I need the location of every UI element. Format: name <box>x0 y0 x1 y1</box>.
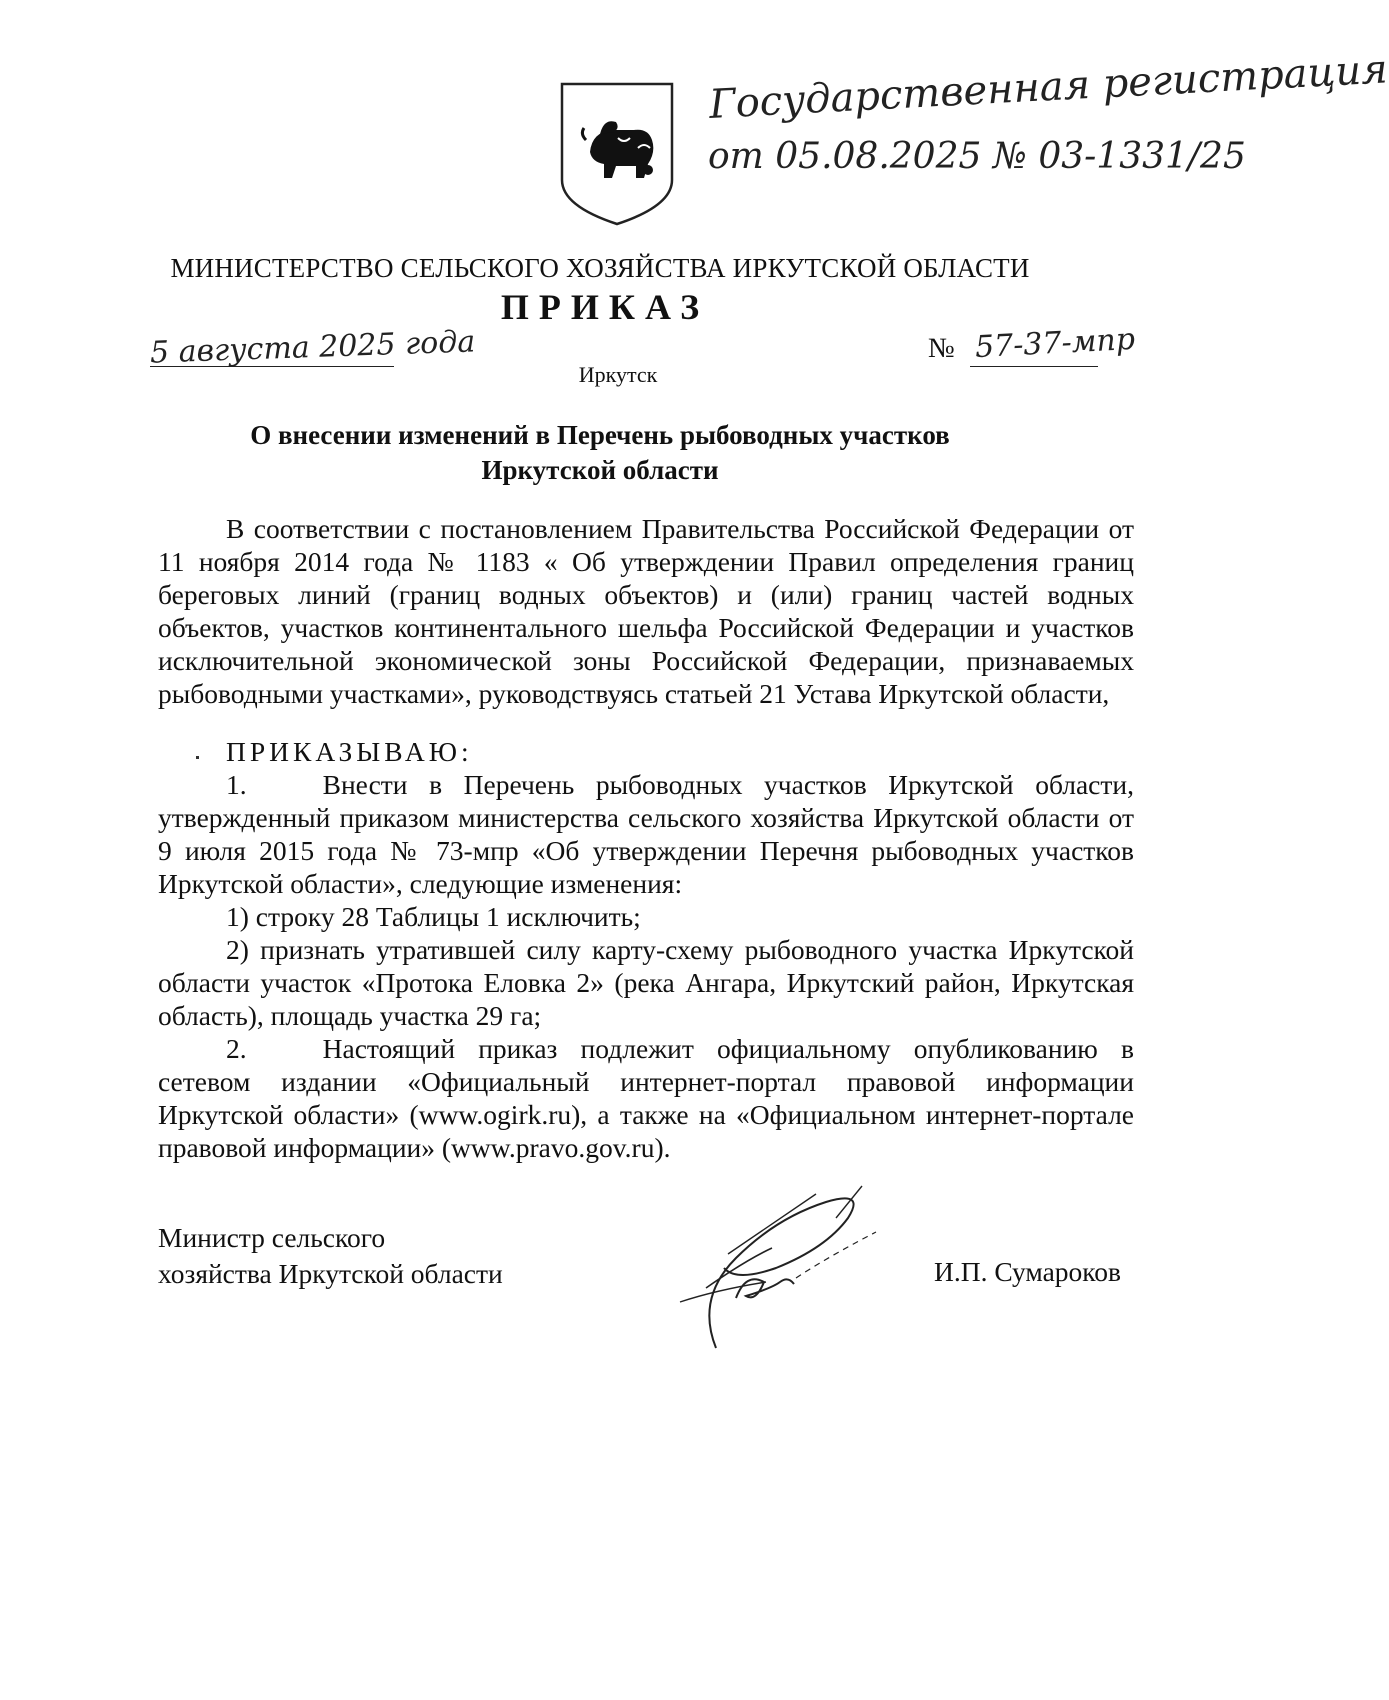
order-item-2 <box>158 1032 1134 1164</box>
city-name: Иркутск <box>578 362 658 387</box>
coat-of-arms-emblem <box>556 78 678 228</box>
item-1-number: 1. <box>226 769 247 800</box>
subject-line1: О внесении изменений в Перечень рыбоводных участков <box>250 420 950 450</box>
registration-note-line1: Государственная регистрация <box>708 46 1389 128</box>
document-subject <box>200 418 1000 488</box>
item-2-number: 2. <box>226 1033 247 1064</box>
order-number: 57-37-мпр <box>974 321 1136 366</box>
signatory-title-line2: хозяйства Иркутской области <box>158 1258 503 1289</box>
item-2-text: Настоящий приказ подлежит официальному опубликованию в сетевом издании «Официальный интернет-портал правовой информации Иркутской области» (www.ogirk.ru), а также на «Официальном интернет-портале правовой информации» (www.pravo.gov.ru). <box>158 1033 1134 1163</box>
order-number-label: № <box>928 333 955 364</box>
document-type-title: ПРИКАЗ <box>500 287 710 327</box>
signatory-title <box>158 1220 503 1292</box>
handwritten-signature <box>676 1178 906 1378</box>
order-item-1-sub-2: 2) признать утратившей силу карту-схему рыбоводного участка Иркутской области участок «Протока Еловка 2» (река Ангара, Иркутский район, Иркутская область), площадь участка 29 га; <box>158 934 1134 1031</box>
item-1-text: Внести в Перечень рыбоводных участков Иркутской области, утвержденный приказом министерства сельского хозяйства Иркутской области от 9 июля 2015 года № 73-мпр «Об утверждении Перечня рыбоводных участков Иркутской области», следующие изменения: <box>158 769 1134 899</box>
signatory-name: И.П. Сумароков <box>934 1256 1122 1287</box>
order-date: 5 августа 2025 года <box>149 324 476 371</box>
order-item-1-sub-1: 1) строку 28 Таблицы 1 исключить; <box>226 901 641 932</box>
registration-note-line2: от 05.08.2025 № 03-1331/25 <box>708 136 1246 177</box>
order-item-1 <box>158 768 1134 900</box>
ministry-name: МИНИСТЕРСТВО СЕЛЬСКОГО ХОЗЯЙСТВА ИРКУТСКОЙ ОБЛАСТИ <box>170 253 1030 283</box>
preamble-paragraph: В соответствии с постановлением Правительства Российской Федерации от 11 ноября 2014 года № 1183 « Об утверждении Правил определения границ береговых линий (границ водных объектов) и (или) границ частей водных объектов, участков континентального шельфа Российской Федерации и участков исключительной экономической зоны Российской Федерации, признаваемых рыбоводными участками», руководствуясь статьей 21 Устава Иркутской области, <box>158 513 1134 709</box>
signatory-title-line1: Министр сельского <box>158 1222 386 1253</box>
margin-dot <box>196 756 199 759</box>
order-word: ПРИКАЗЫВАЮ: <box>226 736 473 767</box>
subject-line2: Иркутской области <box>481 455 719 485</box>
